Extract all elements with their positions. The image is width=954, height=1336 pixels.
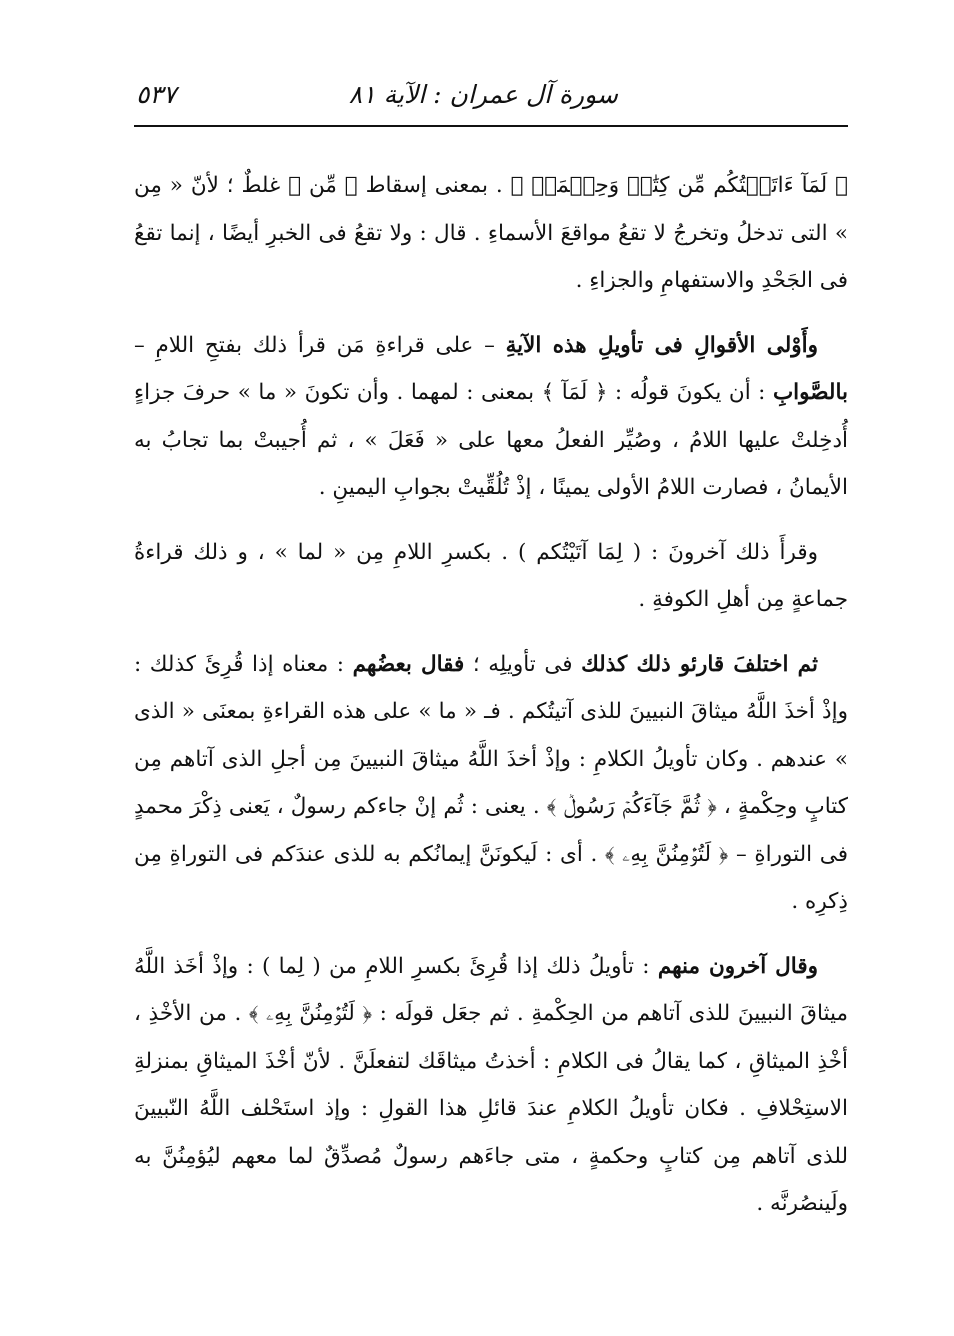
paragraph-4-bold-lead: ثم اختلفَ قارئو ذلك كذلك bbox=[581, 651, 818, 677]
paragraph-1-text: ﴿ لَمَآ ءَاتَيۡتُكُم مِّن كِتَٰبٖ وَحِكۡمَةٖ ﴾ . بمعنى إسقاط ﴿ مِّن ﴾ غلطٌ ؛ لأنّ « مِن » التى تدخلُ وتخرجُ لا تقعُ مواقعَ الأسماءِ . قال : ولا تقعُ فى الخبرِ أيضًا ، إنما تقعُ فى الجَحْدِ والاستفهامِ والجزاءِ . bbox=[134, 173, 848, 293]
paragraph-5-text: : تأويلُ ذلك إذا قُرِئَ بكسرِ اللامِ من ( لِما ) : وإذْ أخَذ اللَّهُ ميثاقَ النبيينَ للذى آتاهم من الحِكْمةِ . ثم جعَل قولَه : ﴿ لَتُؤۡمِنُنَّ بِهِۦ ﴾ . من الأخْذِ ، أخْذِ الميثاقِ ، كما يقالُ فى الكلامِ : أخذتُ ميثاقَك لتفعلَنَّ . لأنّ أخْذَ الميثاقِ بمنزلةِ الاستِحْلافِ . فكان تأويلُ الكلامِ عندَ قائلِ هذا القولِ : وإذ استَحْلف اللَّهُ النّبيينَ للذى آتاهم مِن كتابٍ وحكمةٍ ، متى جاءَهم رسولٌ مُصدِّقٌ لما معهم ليُؤمِنُنَّ به ولَينصُرنَّه . bbox=[134, 953, 848, 1216]
paragraph-5 bbox=[134, 943, 848, 1228]
running-header bbox=[134, 76, 848, 126]
paragraph-2-bold-lead: وأَوْلى الأقوالِ فى تأويلِ هذه الآيةِ bbox=[505, 332, 818, 358]
body-text bbox=[134, 162, 848, 1228]
header-rule bbox=[134, 125, 848, 127]
header-title: سورة آل عمران : الآية ٨١ bbox=[348, 80, 618, 109]
paragraph-2-text-a: – على قراءةِ مَن قرأ ذلك بفتحِ اللامِ – bbox=[134, 332, 506, 358]
paragraph-5-bold-lead: وقال آخرون منهم bbox=[657, 953, 819, 979]
paragraph-4-bold-term: فقال بعضُهم bbox=[352, 651, 465, 677]
paragraph-3-text: وقرأَ ذلك آخرونَ : ( لِمَا آتَيْتُكم ) . بكسرِ اللامِ مِن « لما » ، و ذلك قراءةُ جماعةٍ مِن أهلِ الكوفةِ . bbox=[134, 539, 848, 612]
paragraph-4-text-b: : معناه إذا قُرِئَ كذلك : وإذْ أخذَ اللَّهُ ميثاقَ النبيينَ للذى آتيتُكم . فـ « ما » على هذه القراءةِ بمعنَى « الذى » عندهم . وكان تأويلُ الكلامِ : وإذْ أخذَ اللَّهُ ميثاقَ النبيينَ مِن أجلِ الذى آتاهم مِن كتابٍ وحِكْمةٍ ، ﴿ ثُمَّ جَآءَكُمۡ رَسُولٞ ﴾ . يعنى : ثُم إنْ جاءكم رسولٌ ، يَعنى ذِكْرَ محمدٍ فى التوراةِ – ﴿ لَتُؤۡمِنُنَّ بِهِۦ ﴾ . أى : لَيكونَنَّ إيمانُكم به للذى عندَكم فى التوراةِ مِن ذِكرِه . bbox=[134, 651, 848, 914]
paragraph-3 bbox=[134, 529, 848, 624]
paragraph-4-text-a: فى تأويلِه ؛ bbox=[464, 651, 582, 677]
page-number: ٥٣٧ bbox=[136, 80, 177, 109]
paragraph-4 bbox=[134, 641, 848, 926]
paragraph-2 bbox=[134, 322, 848, 512]
paragraph-2-text-b: : أن يكونَ قولُه : ﴿ لَمَآ ﴾ بمعنى : لمهما . وأن تكونَ « ما » حرفَ جزاءٍ أُدخِلتْ عليها اللامُ ، وصُيِّر الفعلُ معها على « فَعَلَ » ، ثم أُجيبتْ بما تجابُ به الأيمانُ ، فصارت اللامُ الأولى يمينًا ، إذْ تُلُقِّيتْ بجوابِ اليمينِ . bbox=[134, 380, 848, 500]
paragraph-1 bbox=[134, 162, 848, 305]
paragraph-2-bold-term: بالصَّوابِ bbox=[772, 380, 848, 405]
